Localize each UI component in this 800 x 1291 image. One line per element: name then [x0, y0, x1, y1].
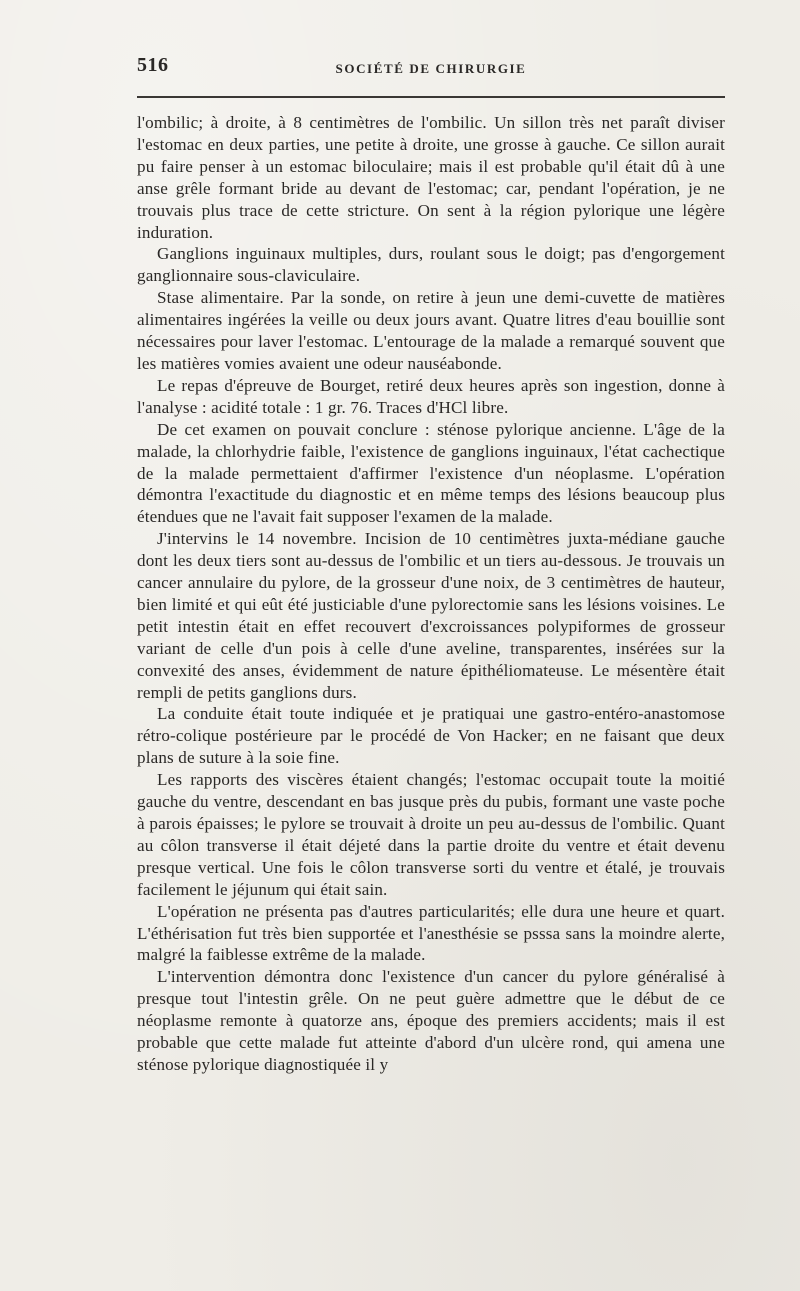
paragraph-continued: l'ombilic; à droite, à 8 centimètres de l'ombilic. Un sillon très net paraît diviser l'estomac en deux parties, une petite à droite, une grosse à gauche. Ce sillon aurait pu faire penser à un estomac biloculaire; mais il est probable qu'il était dû à une anse grêle formant bride au devant de l'estomac; car, pendant l'opération, je ne trouvais plus trace de cette stricture. On sent à la région pylorique une légère induration.: [137, 113, 725, 242]
paragraph-rapports: Les rapports des viscères étaient changés; l'estomac occupait toute la moitié gauche du ventre, descendant en bas jusque près du pubis, formant une vaste poche à parois épaisses; le pylore se trouvait à droite un peu au-dessus de l'ombilic. Quant au côlon transverse il était déjeté dans la partie droite du ventre et était devenu presque vertical. Une fois le côlon transverse sorti du ventre et étalé, je trouvais facilement le jéjunum qui était sain.: [137, 770, 725, 899]
paragraph-operation: L'opération ne présenta pas d'autres particularités; elle dura une heure et quart. L'éthérisation fut très bien supportée et l'anesthésie se psssa sans la moindre alerte, malgré la faiblesse extrême de la malade.: [137, 901, 725, 965]
header-rule: [137, 96, 725, 98]
paragraph-intervention-date: J'intervins le 14 novembre. Incision de 10 centimètres juxta-médiane gauche dont les deux tiers sont au-dessus de l'ombilic et un tiers au-dessous. Je trouvais un cancer annulaire du pylore, de la grosseur d'une noix, de 3 centimètres de hauteur, bien limité et qui eût été justiciable d'une pylorectomie sans les lésions voisines. Le petit intestin était en effet recouvert d'excroissances polypiformes de grosseur variant de celle d'un pois à celle d'une aveline, transparentes, insérées sur la convexité des anses, évidemment de nature épithéliomateuse. Le mésentère était rempli de petits ganglions durs.: [137, 529, 725, 702]
paragraph-conclusion: L'intervention démontra donc l'existence d'un cancer du pylore généralisé à presque tout l'intestin grêle. On ne peut guère admettre que le début de ce néoplasme remonte à quatorze ans, époque des premiers accidents; mais il est probable que cette malade fut atteinte d'abord d'un ulcère rond, qui amena une sténose pylorique diagnostiquée il y: [137, 967, 725, 1074]
paragraph-conduite: La conduite était toute indiquée et je pratiquai une gastro-entéro-anastomose rétro-colique postérieure par le procédé de Von Hacker; en ne faisant que deux plans de suture à la soie fine.: [137, 704, 725, 768]
body-text: [137, 112, 725, 1076]
paragraph-ganglions: Ganglions inguinaux multiples, durs, roulant sous le doigt; pas d'engorgement ganglionnaire sous-claviculaire.: [137, 244, 725, 286]
paragraph-stase: Stase alimentaire. Par la sonde, on retire à jeun une demi-cuvette de matières alimentaires ingérées la veille ou deux jours avant. Quatre litres d'eau bouillie sont nécessaires pour laver l'estomac. L'entourage de la malade a remarqué souvent que les matières vomies avaient une odeur nauséabonde.: [137, 288, 725, 373]
paragraph-repas: Le repas d'épreuve de Bourget, retiré deux heures après son ingestion, donne à l'analyse : acidité totale : 1 gr. 76. Traces d'HCl libre.: [137, 375, 725, 417]
paragraph-examen: De cet examen on pouvait conclure : sténose pylorique ancienne. L'âge de la malade, la chlorhydrie faible, l'existence de ganglions inguinaux, l'état cachectique de la malade permettaient d'affirmer l'existence d'un néoplasme. L'opération démontra l'exactitude du diagnostic et en même temps des lésions beaucoup plus étendues que ne l'avait fait supposer l'examen de la malade.: [137, 419, 725, 527]
page-header: [137, 52, 725, 86]
page-number: 516: [137, 54, 169, 76]
running-title: SOCIÉTÉ DE CHIRURGIE: [335, 61, 527, 76]
